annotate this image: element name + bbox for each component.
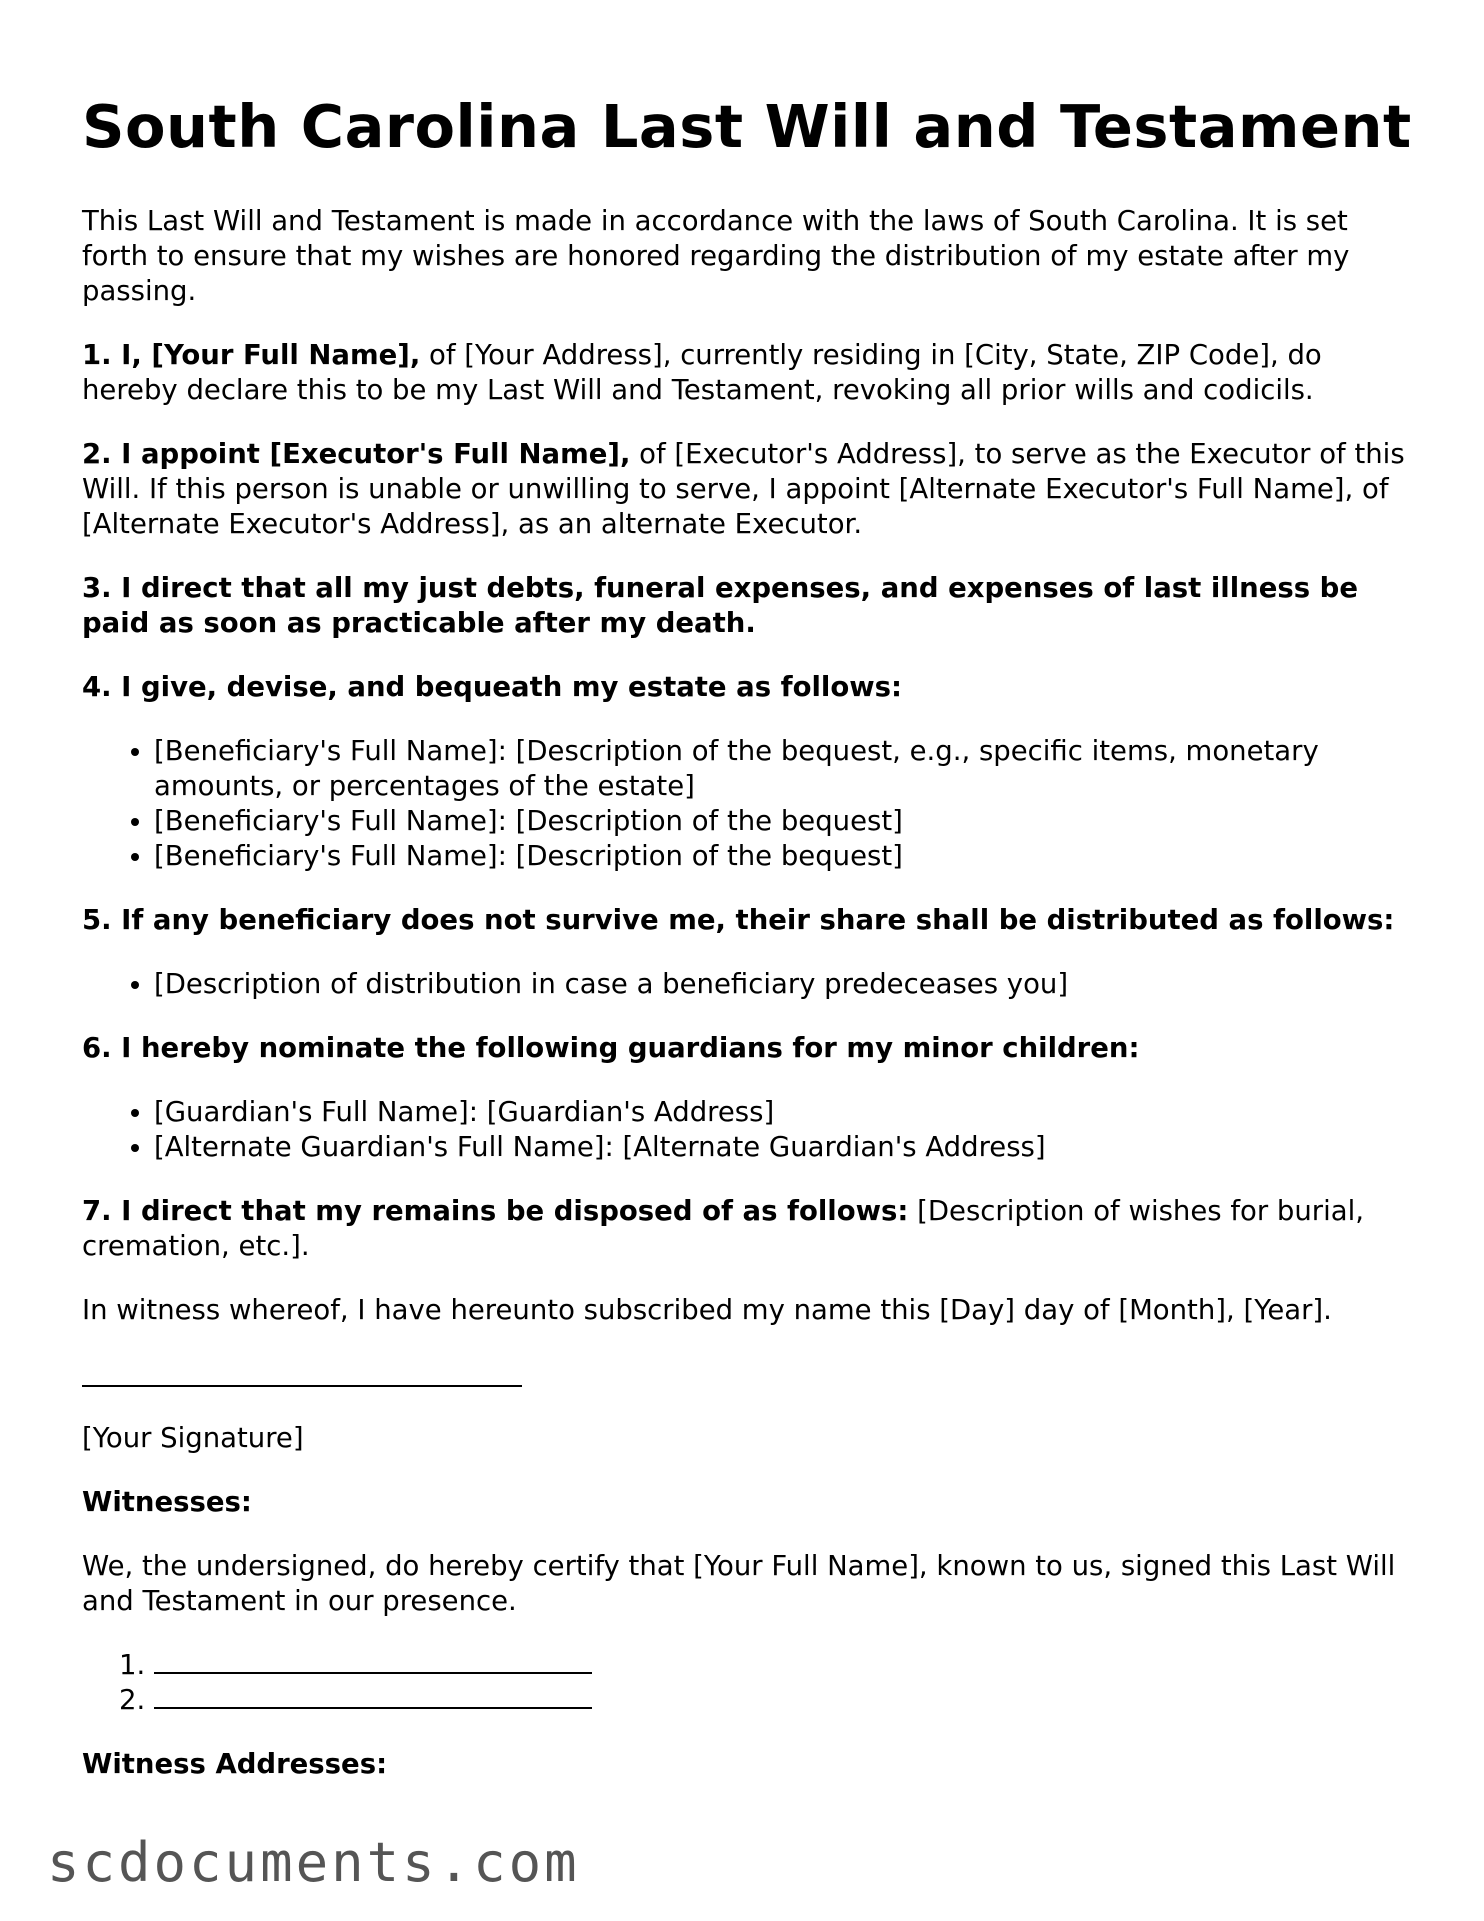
- clause-5: [82, 903, 1412, 938]
- intro-paragraph: This Last Will and Testament is made in accordance with the laws of South Carolina. It is set forth to ensure that my wishes are honored regarding the distribution of my estate after my passing.: [82, 204, 1350, 307]
- clause-4: [82, 670, 1412, 705]
- witness-signature-item: [154, 1683, 1412, 1718]
- clause-7-heading: 7. I direct that my remains be disposed of as follows:: [82, 1194, 909, 1227]
- document-page: [82, 92, 1412, 1811]
- clause-4-heading: 4. I give, devise, and bequeath my estate as follows:: [82, 670, 903, 703]
- witnesses-heading: [82, 1485, 1412, 1520]
- clause-1: [82, 338, 1412, 408]
- clause-2-text: of [Executor's Address], to serve as the Executor of this Will. If this person is unable or unwilling to serve, I appoint [Alternate Executor's Full Name], of [Alternate Executor's Address], as an alternate Executor.: [82, 437, 1405, 540]
- list-item: • [Beneficiary's Full Name]: [Description of the bequest]: [154, 804, 1412, 839]
- list-item: • [Alternate Guardian's Full Name]: [Alternate Guardian's Address]: [154, 1130, 1412, 1165]
- clause-7-text: [Description of wishes for burial, cremation, etc.].: [82, 1194, 1364, 1262]
- witness-signature-line[interactable]: [154, 1648, 592, 1674]
- clause-1-heading: 1. I, [Your Full Name],: [82, 338, 421, 371]
- distribution-list: [82, 967, 1412, 1002]
- clause-7: [82, 1194, 1412, 1264]
- clause-1-text: of [Your Address], currently residing in [City, State, ZIP Code], do hereby declare this to be my Last Will and Testament, revoking all prior wills and codicils.: [82, 338, 1322, 406]
- witnesses-heading-text: Witnesses:: [82, 1485, 252, 1518]
- list-item: • [Beneficiary's Full Name]: [Description of the bequest, e.g., specific items, monetary amounts, or percentages of the estate]: [154, 734, 1412, 804]
- list-item: • [Description of distribution in case a beneficiary predeceases you]: [154, 967, 1412, 1002]
- witness-signature-line[interactable]: [154, 1683, 592, 1709]
- list-item: • [Guardian's Full Name]: [Guardian's Address]: [154, 1095, 1412, 1130]
- witnesses-paragraph: We, the undersigned, do hereby certify that [Your Full Name], known to us, signed this Last Will and Testament in our presence.: [82, 1549, 1396, 1617]
- clause-2-heading: 2. I appoint [Executor's Full Name],: [82, 437, 631, 470]
- clause-3-heading: 3. I direct that all my just debts, funeral expenses, and expenses of last illness be paid as soon as practicable after my death.: [82, 571, 1359, 639]
- witness-signature-list: [82, 1648, 1412, 1718]
- signature-line[interactable]: [82, 1357, 522, 1387]
- beneficiary-list: [82, 734, 1412, 874]
- watermark: scdocuments.com: [47, 1831, 580, 1894]
- guardian-list: [82, 1095, 1412, 1165]
- witness-statement: In witness whereof, I have hereunto subscribed my name this [Day] day of [Month], [Year].: [82, 1293, 1332, 1326]
- signature-block: [82, 1357, 1412, 1392]
- clause-5-heading: 5. If any beneficiary does not survive me, their share shall be distributed as follows:: [82, 903, 1395, 936]
- witness-signature-item: [154, 1648, 1412, 1683]
- document-title: South Carolina Last Will and Testament: [82, 92, 1412, 161]
- list-item: • [Beneficiary's Full Name]: [Description of the bequest]: [154, 839, 1412, 874]
- clause-6-heading: 6. I hereby nominate the following guardians for my minor children:: [82, 1031, 1140, 1064]
- witness-addresses-heading-text: Witness Addresses:: [82, 1747, 388, 1780]
- clause-6: [82, 1031, 1412, 1066]
- signature-label: [Your Signature]: [82, 1421, 304, 1454]
- clause-2: [82, 437, 1412, 542]
- witness-addresses-heading: [82, 1747, 1412, 1782]
- clause-3: [82, 571, 1412, 641]
